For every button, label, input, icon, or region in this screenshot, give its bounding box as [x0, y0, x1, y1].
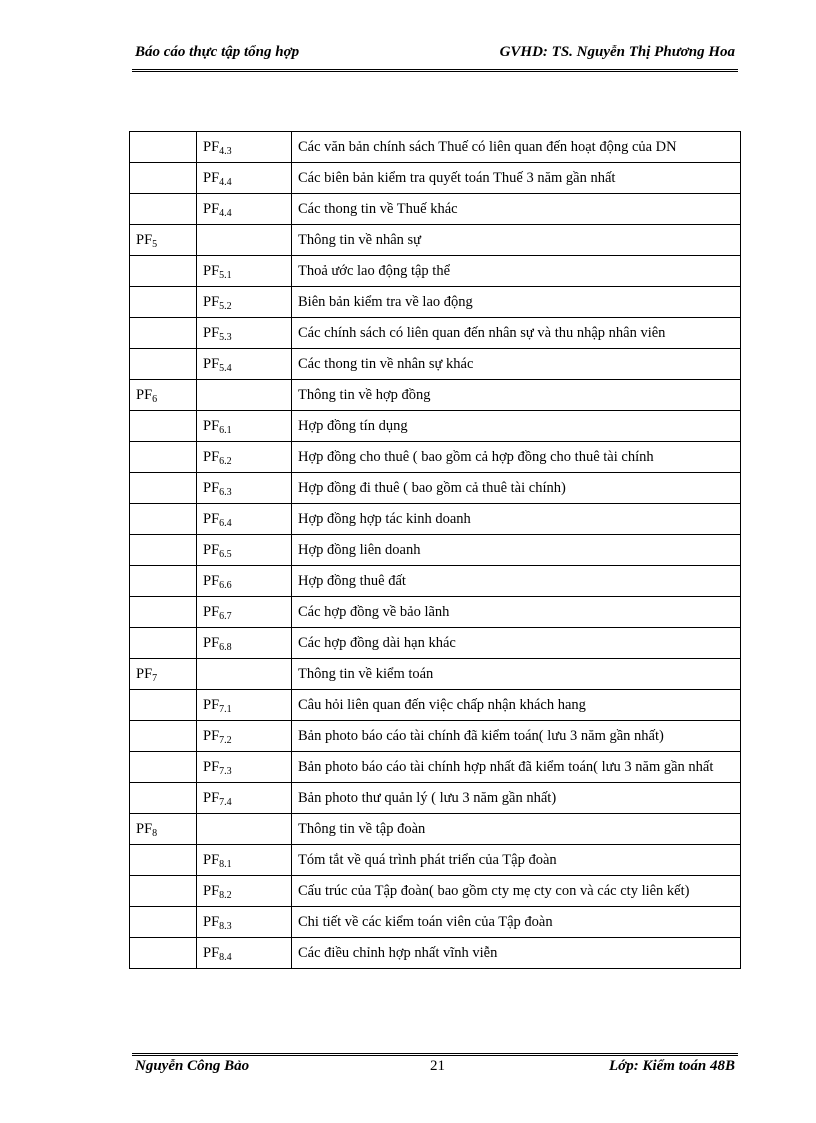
class-name: Lớp: Kiểm toán 48B: [609, 1058, 735, 1074]
description-cell: Hợp đồng liên doanh: [292, 535, 741, 566]
description-cell: Tóm tắt về quá trình phát triển của Tập đoàn: [292, 845, 741, 876]
document-table-body: [130, 132, 741, 969]
author-name: Nguyễn Công Bảo: [135, 1058, 250, 1074]
description-cell: Hợp đồng hợp tác kinh doanh: [292, 504, 741, 535]
item-code: PF: [203, 170, 220, 186]
group-code-cell: [130, 194, 197, 225]
item-code-subscript: 6.2: [219, 456, 232, 467]
group-code: PF: [136, 821, 153, 837]
item-code-subscript: 5.3: [219, 332, 232, 343]
description-cell: Các điều chỉnh hợp nhất vĩnh viễn: [292, 938, 741, 969]
description-cell: Bản photo báo cáo tài chính đã kiểm toán( lưu 3 năm gần nhất): [292, 721, 741, 752]
item-code-cell: [197, 473, 292, 504]
item-code: PF: [203, 883, 220, 899]
group-code-cell: [130, 287, 197, 318]
group-code-cell: [130, 566, 197, 597]
description-cell: Hợp đồng đi thuê ( bao gồm cả thuê tài chính): [292, 473, 741, 504]
item-code-cell: [197, 287, 292, 318]
item-code: PF: [203, 573, 220, 589]
item-code: PF: [203, 945, 220, 961]
item-code-subscript: 6.4: [219, 518, 232, 529]
group-code-cell: [130, 442, 197, 473]
table-row: [130, 814, 741, 845]
table-row: [130, 659, 741, 690]
item-code-subscript: 7.1: [219, 704, 232, 715]
group-code-cell: [130, 504, 197, 535]
item-code-subscript: 4.4: [219, 208, 232, 219]
item-code-cell: [197, 566, 292, 597]
table-row: [130, 845, 741, 876]
description-cell: Các chính sách có liên quan đến nhân sự và thu nhập nhân viên: [292, 318, 741, 349]
description-cell: Hợp đồng thuê đất: [292, 566, 741, 597]
item-code: PF: [203, 294, 220, 310]
item-code-subscript: 5.2: [219, 301, 232, 312]
description-cell: Hợp đồng cho thuê ( bao gồm cả hợp đồng cho thuê tài chính: [292, 442, 741, 473]
item-code-subscript: 6.7: [219, 611, 232, 622]
item-code-cell: [197, 814, 292, 845]
item-code-subscript: 6.6: [219, 580, 232, 591]
item-code-subscript: 6.1: [219, 425, 232, 436]
item-code-cell: [197, 256, 292, 287]
item-code-subscript: 8.2: [219, 890, 232, 901]
item-code-cell: [197, 938, 292, 969]
description-cell: Cấu trúc của Tập đoàn( bao gồm cty mẹ cty con và các cty liên kết): [292, 876, 741, 907]
group-code-cell: [130, 814, 197, 845]
item-code-cell: [197, 442, 292, 473]
report-title: Báo cáo thực tập tổng hợp: [135, 44, 300, 60]
item-code: PF: [203, 697, 220, 713]
group-code-cell: [130, 876, 197, 907]
description-cell: Các biên bản kiểm tra quyết toán Thuế 3 năm gần nhất: [292, 163, 741, 194]
description-cell: Các thong tin về Thuế khác: [292, 194, 741, 225]
item-code: PF: [203, 139, 220, 155]
table-row: [130, 504, 741, 535]
table-row: [130, 318, 741, 349]
table-row: [130, 783, 741, 814]
group-code: PF: [136, 232, 153, 248]
table-row: [130, 380, 741, 411]
group-code-cell: [130, 473, 197, 504]
table-row: [130, 535, 741, 566]
group-code-cell: [130, 845, 197, 876]
group-code-cell: [130, 721, 197, 752]
item-code-cell: [197, 659, 292, 690]
description-cell: Chi tiết về các kiểm toán viên của Tập đoàn: [292, 907, 741, 938]
item-code-subscript: 4.3: [219, 146, 232, 157]
description-cell: Các văn bản chính sách Thuế có liên quan đến hoạt động của DN: [292, 132, 741, 163]
description-cell: Thoả ước lao động tập thể: [292, 256, 741, 287]
item-code-cell: [197, 907, 292, 938]
item-code: PF: [203, 356, 220, 372]
description-cell: Thông tin về kiểm toán: [292, 659, 741, 690]
item-code: PF: [203, 542, 220, 558]
group-code-cell: [130, 349, 197, 380]
table-row: [130, 721, 741, 752]
description-cell: Các hợp đồng về bảo lãnh: [292, 597, 741, 628]
group-code: PF: [136, 666, 153, 682]
item-code-subscript: 5.1: [219, 270, 232, 281]
table-row: [130, 907, 741, 938]
item-code-cell: [197, 690, 292, 721]
item-code-subscript: 7.2: [219, 735, 232, 746]
item-code-subscript: 4.4: [219, 177, 232, 188]
group-code: PF: [136, 387, 153, 403]
group-code-cell: [130, 256, 197, 287]
page-footer: [135, 1058, 735, 1080]
item-code: PF: [203, 449, 220, 465]
item-code-cell: [197, 163, 292, 194]
group-code-cell: [130, 225, 197, 256]
item-code-subscript: 8.4: [219, 952, 232, 963]
description-cell: Thông tin về tập đoàn: [292, 814, 741, 845]
description-cell: Hợp đồng tín dụng: [292, 411, 741, 442]
item-code-cell: [197, 628, 292, 659]
table-row: [130, 597, 741, 628]
table-row: [130, 287, 741, 318]
item-code: PF: [203, 418, 220, 434]
item-code-subscript: 6.5: [219, 549, 232, 560]
table-row: [130, 473, 741, 504]
group-code-subscript: 6: [152, 394, 158, 405]
document-table: [129, 131, 741, 969]
group-code-cell: [130, 752, 197, 783]
item-code-subscript: 7.4: [219, 797, 232, 808]
group-code-subscript: 8: [152, 828, 158, 839]
table-row: [130, 876, 741, 907]
group-code-cell: [130, 907, 197, 938]
group-code-subscript: 5: [152, 239, 158, 250]
item-code: PF: [203, 635, 220, 651]
group-code-cell: [130, 597, 197, 628]
item-code-cell: [197, 845, 292, 876]
group-code-cell: [130, 132, 197, 163]
item-code: PF: [203, 759, 220, 775]
footer-divider: [132, 1053, 738, 1056]
item-code-cell: [197, 132, 292, 163]
table-row: [130, 938, 741, 969]
description-cell: Bản photo thư quản lý ( lưu 3 năm gần nhất): [292, 783, 741, 814]
table-row: [130, 349, 741, 380]
group-code-cell: [130, 628, 197, 659]
page-number: 21: [430, 1058, 445, 1074]
item-code-cell: [197, 380, 292, 411]
item-code: PF: [203, 325, 220, 341]
item-code: PF: [203, 914, 220, 930]
description-cell: Biên bản kiểm tra về lao động: [292, 287, 741, 318]
group-code-cell: [130, 535, 197, 566]
item-code-subscript: 8.3: [219, 921, 232, 932]
item-code-subscript: 6.8: [219, 642, 232, 653]
item-code: PF: [203, 480, 220, 496]
page-header: [135, 44, 735, 66]
supervisor-name: GVHD: TS. Nguyễn Thị Phương Hoa: [499, 44, 735, 60]
item-code-cell: [197, 194, 292, 225]
item-code-subscript: 6.3: [219, 487, 232, 498]
item-code: PF: [203, 263, 220, 279]
group-code-cell: [130, 318, 197, 349]
description-cell: Câu hỏi liên quan đến việc chấp nhận khách hang: [292, 690, 741, 721]
group-code-cell: [130, 938, 197, 969]
group-code-cell: [130, 659, 197, 690]
table-row: [130, 256, 741, 287]
table-row: [130, 411, 741, 442]
header-divider: [132, 69, 738, 72]
item-code-cell: [197, 535, 292, 566]
table-row: [130, 442, 741, 473]
item-code-cell: [197, 752, 292, 783]
item-code-subscript: 8.1: [219, 859, 232, 870]
group-code-cell: [130, 380, 197, 411]
description-cell: Thông tin về nhân sự: [292, 225, 741, 256]
item-code: PF: [203, 511, 220, 527]
item-code-cell: [197, 783, 292, 814]
item-code: PF: [203, 790, 220, 806]
table-row: [130, 132, 741, 163]
group-code-cell: [130, 783, 197, 814]
table-row: [130, 225, 741, 256]
item-code: PF: [203, 852, 220, 868]
item-code-cell: [197, 349, 292, 380]
table-row: [130, 194, 741, 225]
item-code-subscript: 7.3: [219, 766, 232, 777]
description-cell: Các thong tin về nhân sự khác: [292, 349, 741, 380]
table-row: [130, 566, 741, 597]
item-code-cell: [197, 597, 292, 628]
description-cell: Thông tin về hợp đồng: [292, 380, 741, 411]
item-code-cell: [197, 411, 292, 442]
item-code: PF: [203, 728, 220, 744]
description-cell: Bản photo báo cáo tài chính hợp nhất đã kiểm toán( lưu 3 năm gần nhất: [292, 752, 741, 783]
table-row: [130, 628, 741, 659]
item-code-cell: [197, 318, 292, 349]
description-cell: Các hợp đồng dài hạn khác: [292, 628, 741, 659]
group-code-cell: [130, 690, 197, 721]
item-code-cell: [197, 876, 292, 907]
table-row: [130, 163, 741, 194]
group-code-subscript: 7: [152, 673, 158, 684]
item-code-cell: [197, 504, 292, 535]
item-code-subscript: 5.4: [219, 363, 232, 374]
group-code-cell: [130, 163, 197, 194]
table-row: [130, 690, 741, 721]
item-code-cell: [197, 225, 292, 256]
group-code-cell: [130, 411, 197, 442]
table-row: [130, 752, 741, 783]
item-code-cell: [197, 721, 292, 752]
item-code: PF: [203, 201, 220, 217]
item-code: PF: [203, 604, 220, 620]
